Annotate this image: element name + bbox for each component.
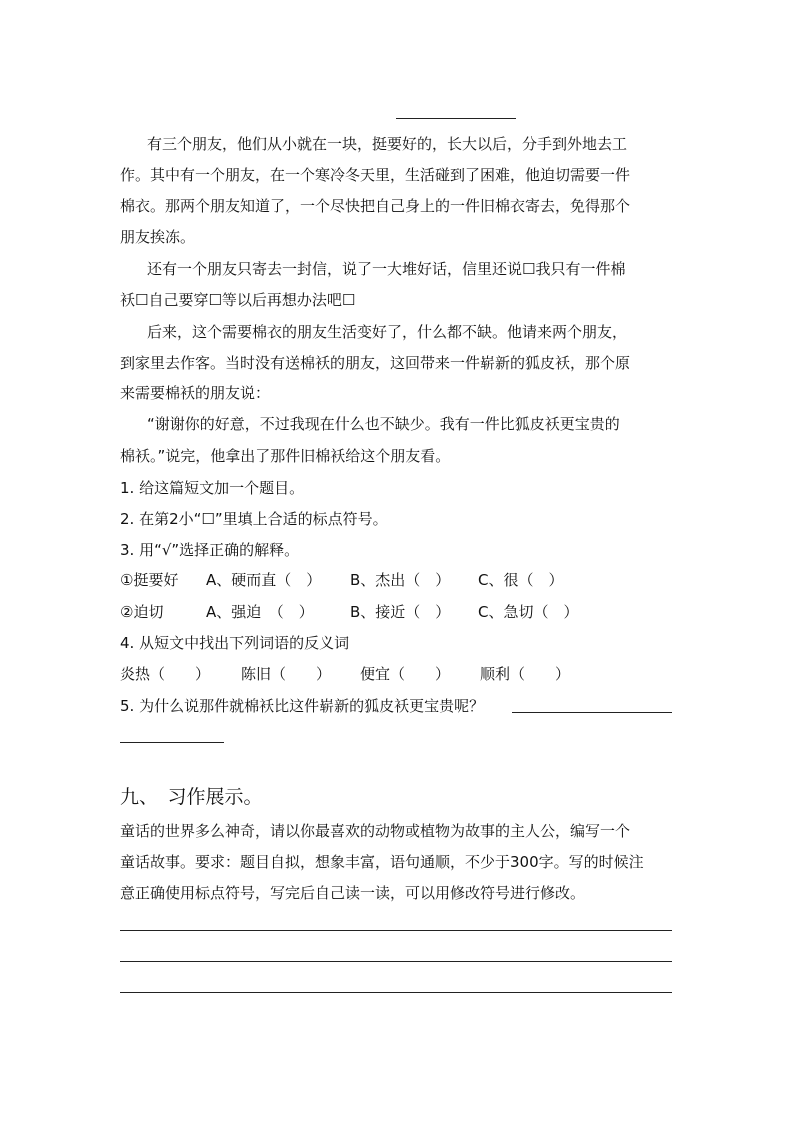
writing-line[interactable] [120, 930, 672, 931]
story-line: 到家里去作客。当时没有送棉袄的朋友，这回带来一件崭新的狐皮袄，那个原 [120, 354, 631, 372]
q3b-option-c[interactable]: C、急切（ ） [478, 603, 579, 621]
writing-line[interactable] [120, 961, 672, 962]
q4-item[interactable]: 便宜（ ） [360, 665, 451, 683]
story-line: 还有一个朋友只寄去一封信，说了一大堆好话，信里还说☐我只有一件棉 [147, 260, 626, 278]
q3b-word: ②迫切 [120, 603, 164, 621]
section-9-line: 意正确使用标点符号，写完后自己读一读，可以用修改符号进行修改。 [120, 884, 586, 902]
story-line: 棉袄。”说完，他拿出了那件旧棉袄给这个朋友看。 [120, 447, 451, 465]
question-4: 4. 从短文中找出下列词语的反义词 [120, 634, 350, 652]
question-2: 2. 在第2小“☐”里填上合适的标点符号。 [120, 510, 388, 528]
story-line: 来需要棉袄的朋友说： [120, 384, 271, 402]
title-blank-line[interactable] [396, 118, 516, 119]
story-line: 朋友挨冻。 [120, 228, 196, 246]
q3a-option-c[interactable]: C、很（ ） [478, 571, 564, 589]
question-3: 3. 用“√”选择正确的解释。 [120, 541, 300, 559]
story-line: “谢谢你的好意，不过我现在什么也不缺少。我有一件比狐皮袄更宝贵的 [147, 415, 620, 433]
section-9-line: 童话的世界多么神奇，请以你最喜欢的动物或植物为故事的主人公，编写一个 [120, 822, 631, 840]
section-9-heading: 九、 习作展示。 [120, 786, 263, 808]
q4-item[interactable]: 陈旧（ ） [241, 665, 332, 683]
section-9-line: 童话故事。要求：题目自拟，想象丰富，语句通顺，不少于300字。写的时候注 [120, 853, 644, 871]
story-line: 有三个朋友，他们从小就在一块，挺要好的，长大以后，分手到外地去工 [147, 135, 628, 153]
story-line: 棉衣。那两个朋友知道了，一个尽快把自己身上的一件旧棉衣寄去，免得那个 [120, 197, 631, 215]
story-line: 后来，这个需要棉衣的朋友生活变好了，什么都不缺。他请来两个朋友， [147, 323, 628, 341]
q3a-word: ①挺要好 [120, 571, 179, 589]
q3b-option-a[interactable]: A、强迫 （ ） [206, 603, 314, 621]
q3a-option-b[interactable]: B、杰出（ ） [350, 571, 451, 589]
question-5: 5. 为什么说那件就棉袄比这件崭新的狐皮袄更宝贵呢？ [120, 697, 485, 715]
story-line: 作。其中有一个朋友，在一个寒冷冬天里，生活碰到了困难，他迫切需要一件 [120, 166, 631, 184]
q4-item[interactable]: 顺利（ ） [480, 665, 571, 683]
story-line: 袄☐自己要穿☐等以后再想办法吧☐ [120, 291, 356, 309]
q4-item[interactable]: 炎热（ ） [120, 665, 211, 683]
q5-answer-line[interactable] [512, 712, 672, 713]
q3a-option-a[interactable]: A、硬而直（ ） [206, 571, 322, 589]
q3b-option-b[interactable]: B、接近（ ） [350, 603, 451, 621]
question-1: 1. 给这篇短文加一个题目。 [120, 479, 305, 497]
q5-answer-line-2[interactable] [120, 742, 224, 743]
writing-line[interactable] [120, 992, 672, 993]
